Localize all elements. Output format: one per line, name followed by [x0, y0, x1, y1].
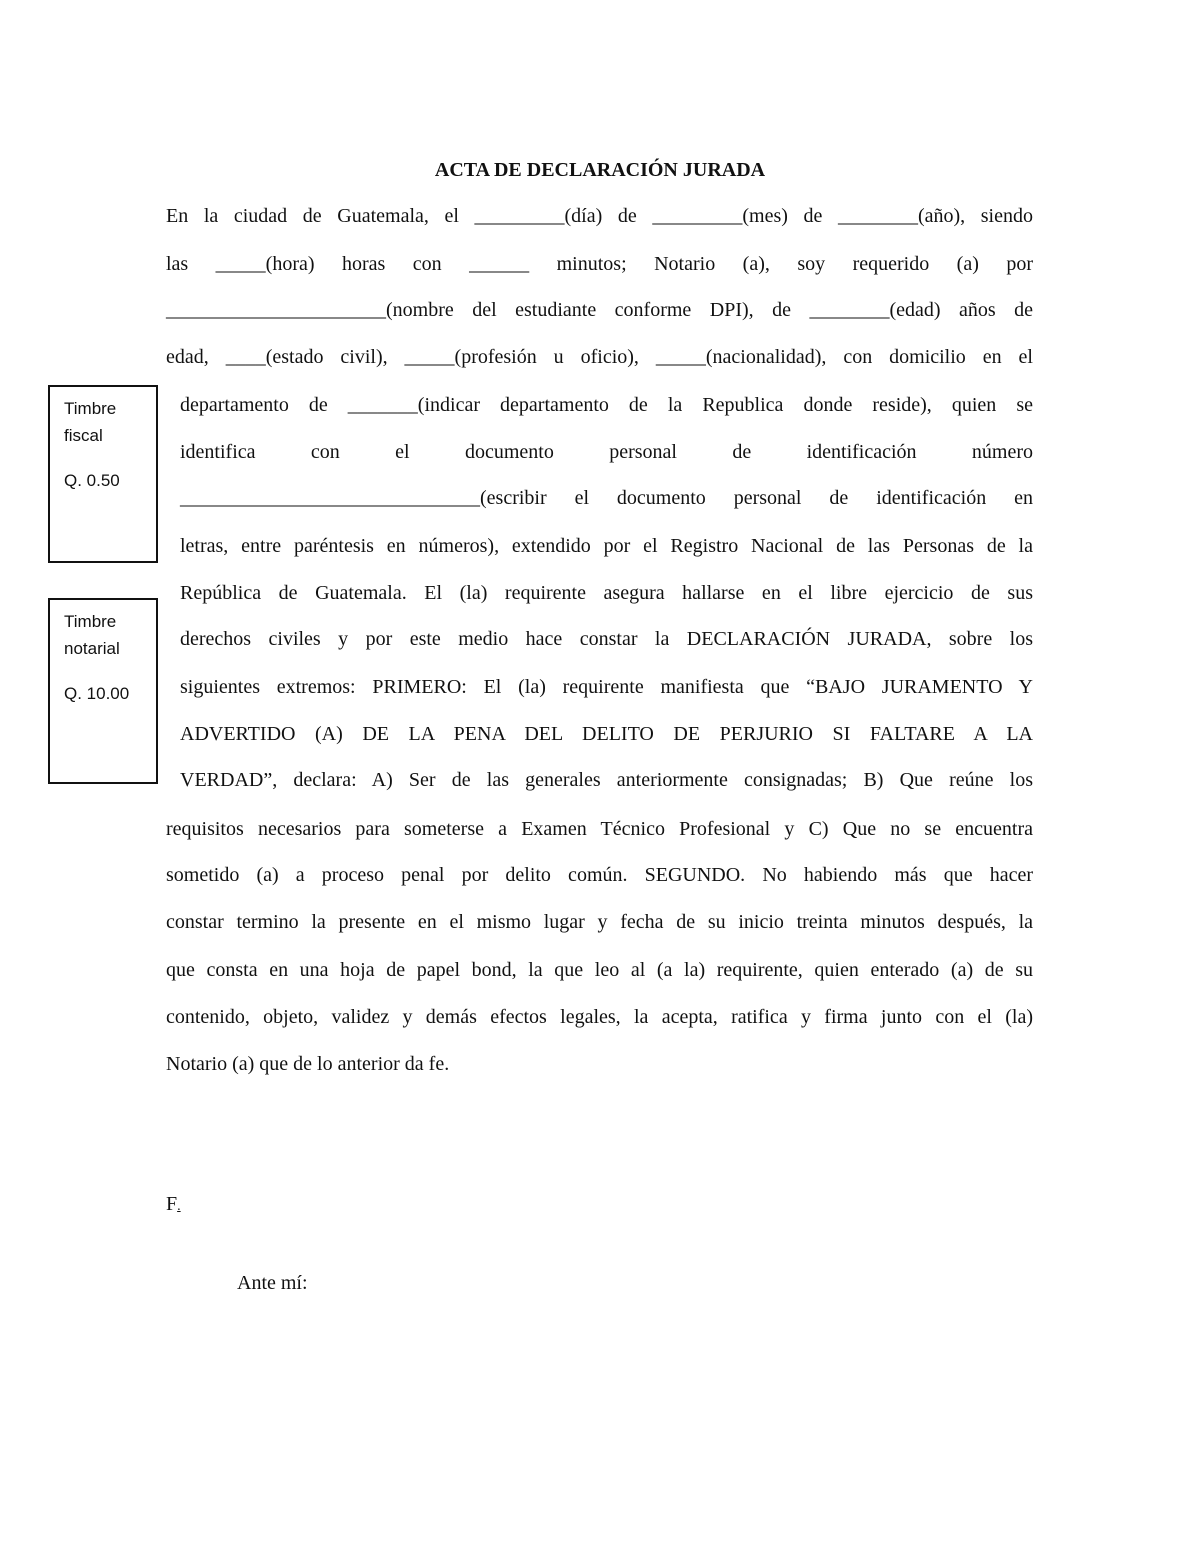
body-line: que consta en una hoja de papel bond, la que leo al (a la) requirente, quien enterado (a) de su: [166, 959, 1033, 981]
body-line: las _____(hora) horas con ______ minutos; Notario (a), soy requerido (a) por: [166, 253, 1033, 275]
body-line: constar termino la presente en el mismo lugar y fecha de su inicio treinta minutos después, la: [166, 911, 1033, 933]
body-line: identifica con el documento personal de identificación número: [180, 441, 1033, 463]
body-line: En la ciudad de Guatemala, el _________(día) de _________(mes) de ________(año), siendo: [166, 205, 1033, 227]
stamp-label: Timbre: [64, 399, 117, 418]
body-line: derechos civiles y por este medio hace constar la DECLARACIÓN JURADA, sobre los: [180, 628, 1033, 650]
body-line: departamento de _______(indicar departamento de la Republica donde reside), quien se: [180, 394, 1033, 416]
body-line: Notario (a) que de lo anterior da fe.: [166, 1053, 450, 1075]
stamp-label: notarial: [64, 639, 120, 658]
body-line: edad, ____(estado civil), _____(profesión u oficio), _____(nacionalidad), con domicilio en el: [166, 346, 1033, 368]
body-line: letras, entre paréntesis en números), extendido por el Registro Nacional de las Personas de la: [180, 535, 1033, 557]
body-line: ADVERTIDO (A) DE LA PENA DEL DELITO DE PERJURIO SI FALTARE A LA: [180, 723, 1033, 745]
stamp-amount: Q. 0.50: [64, 471, 120, 490]
stamp-label: Timbre: [64, 612, 117, 631]
body-line: República de Guatemala. El (la) requirente asegura hallarse en el libre ejercicio de sus: [180, 582, 1033, 604]
ante-mi-label: Ante mí:: [237, 1272, 308, 1294]
body-line: requisitos necesarios para someterse a Examen Técnico Profesional y C) Que no se encuentra: [166, 818, 1033, 840]
document-title: ACTA DE DECLARACIÓN JURADA: [434, 159, 766, 181]
fiscal-stamp-box: [48, 385, 158, 563]
body-line: siguientes extremos: PRIMERO: El (la) requirente manifiesta que “BAJO JURAMENTO Y: [180, 676, 1033, 698]
stamp-label: fiscal: [64, 426, 103, 445]
body-line: ______________________________(escribir el documento personal de identificación en: [180, 487, 1033, 509]
signature-f-mark: .: [177, 1199, 181, 1214]
body-line: contenido, objeto, validez y demás efectos legales, la acepta, ratifica y firma junto con el (la): [166, 1006, 1033, 1028]
body-line: VERDAD”, declara: A) Ser de las generales anteriormente consignadas; B) Que reúne los: [180, 769, 1033, 791]
stamp-amount: Q. 10.00: [64, 684, 130, 703]
notarial-stamp-box: [48, 598, 158, 784]
body-line: sometido (a) a proceso penal por delito común. SEGUNDO. No habiendo más que hacer: [166, 864, 1033, 886]
body-line: ______________________(nombre del estudiante conforme DPI), de ________(edad) años de: [166, 299, 1033, 321]
signature-line: [166, 1190, 181, 1221]
signature-f-label: F: [166, 1193, 178, 1215]
